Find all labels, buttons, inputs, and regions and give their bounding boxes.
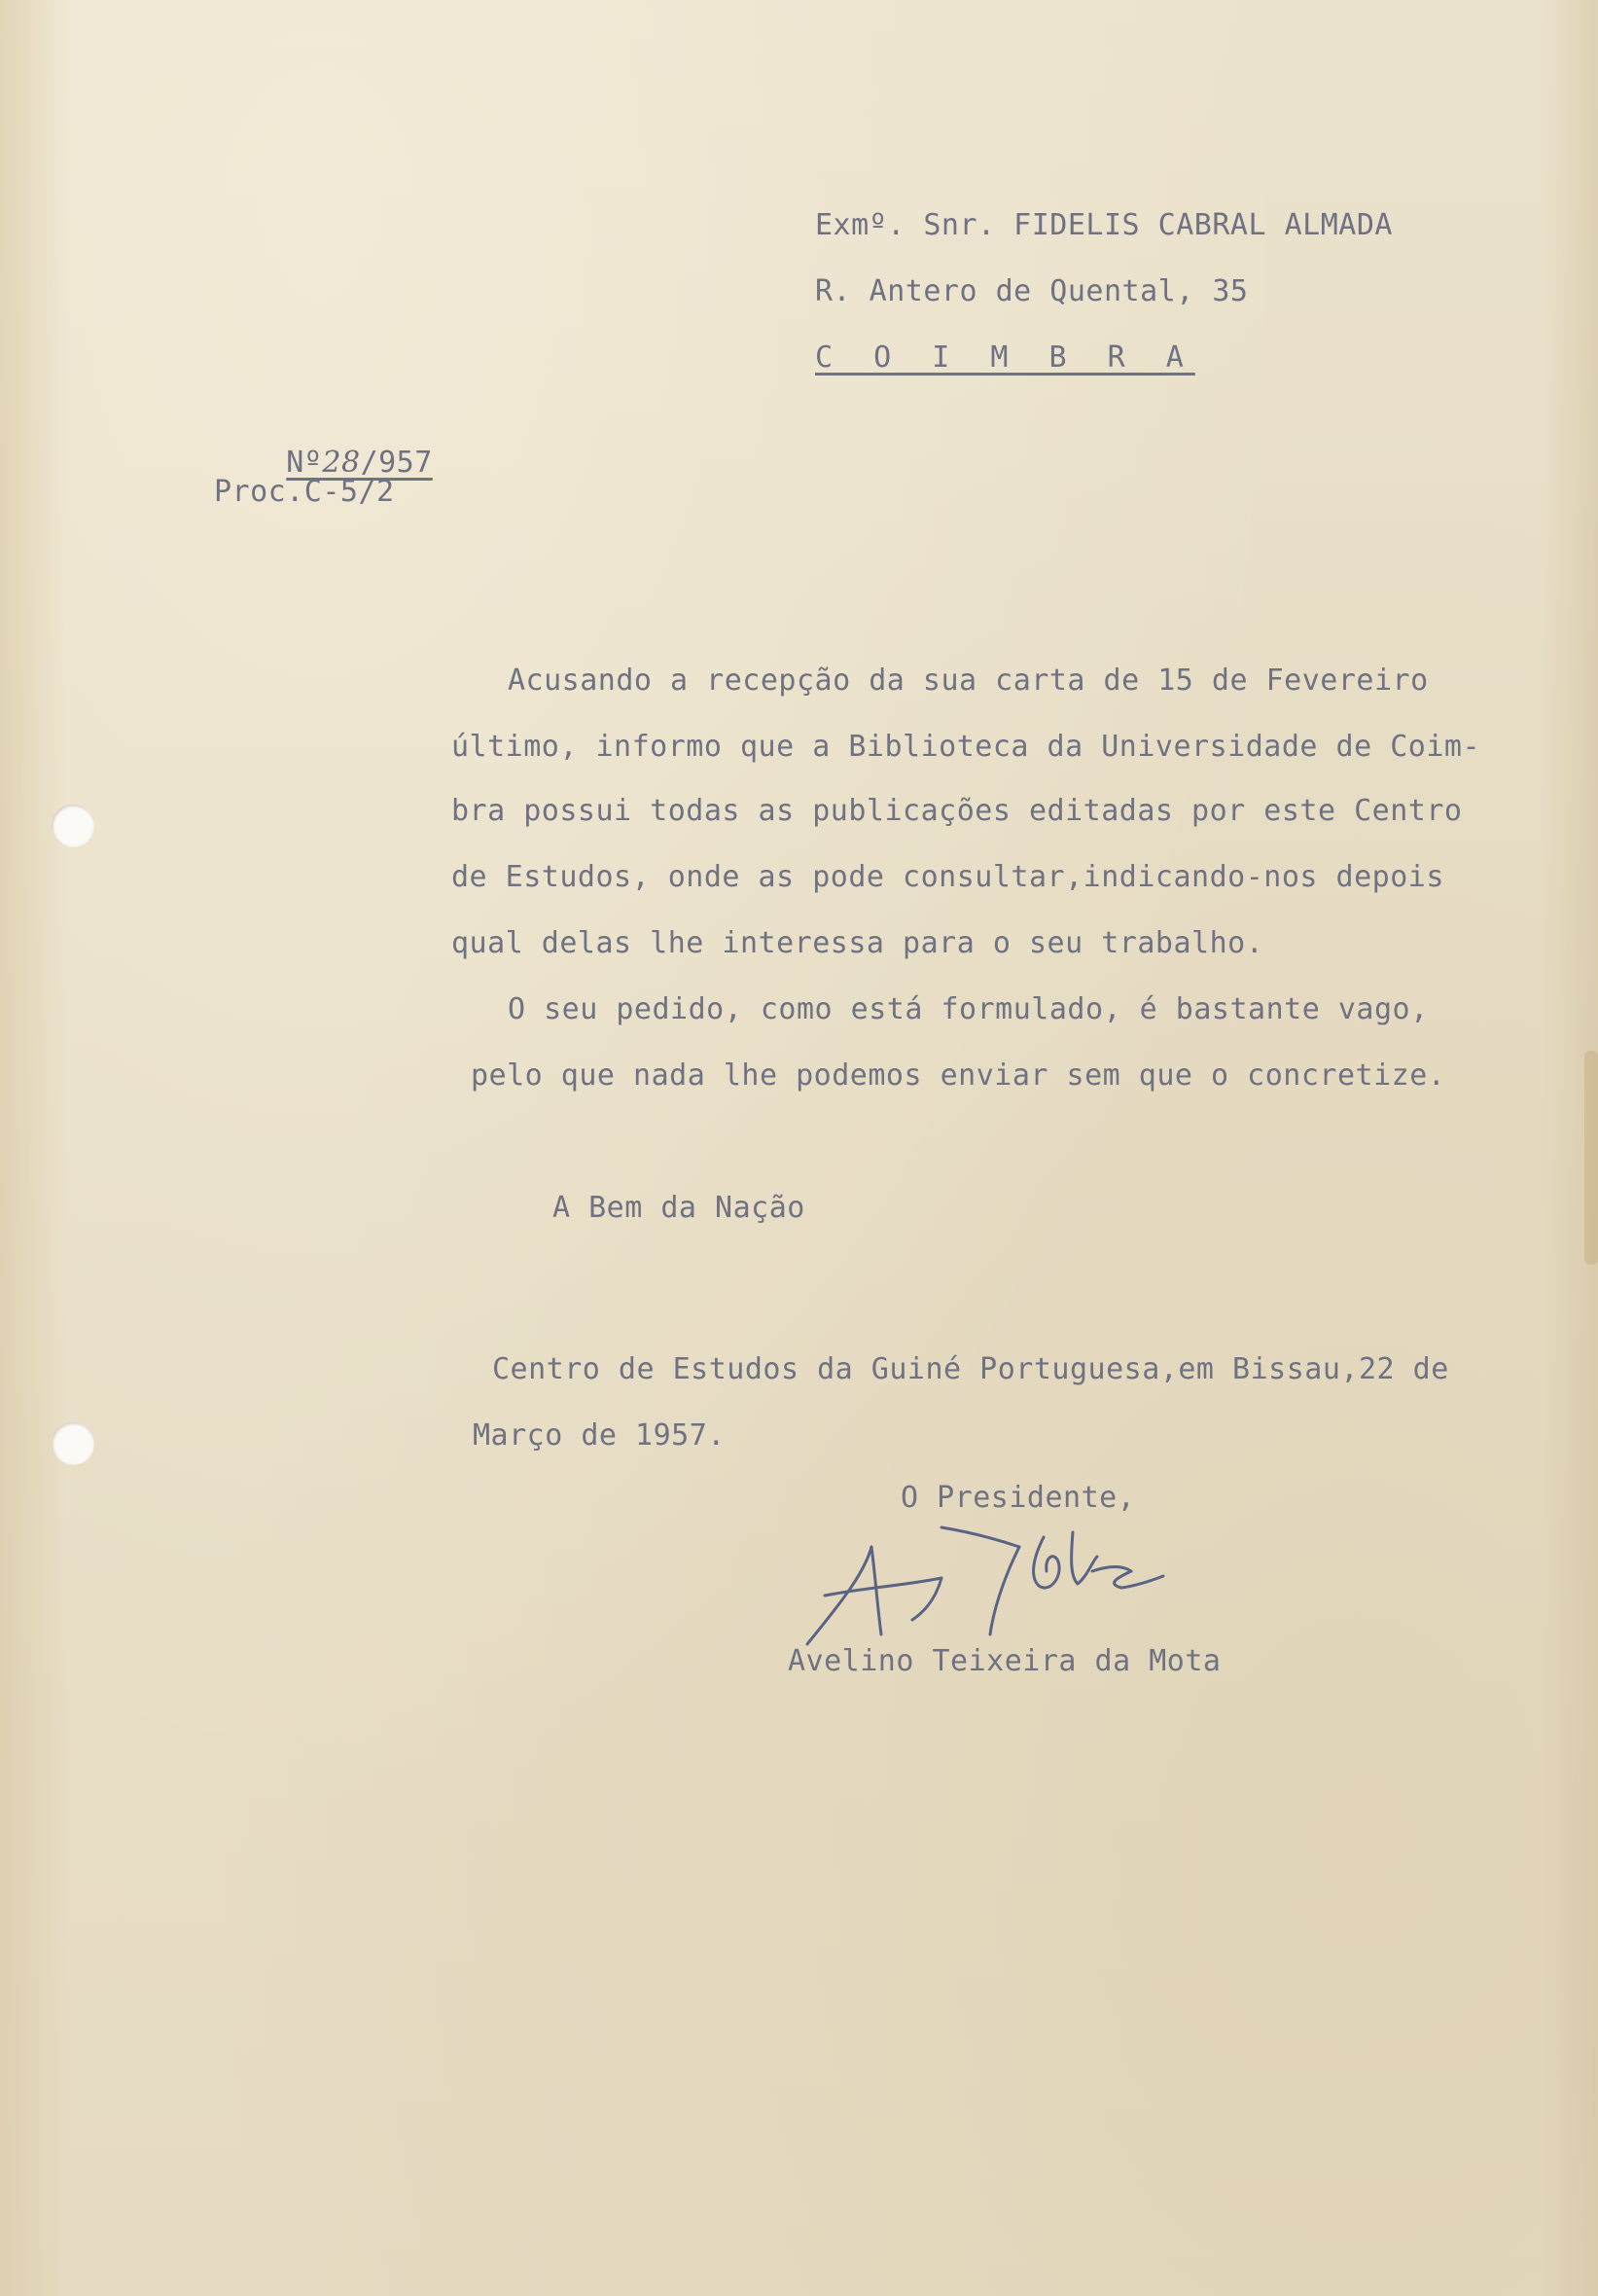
reference-number-handwritten: 28 [322, 446, 361, 480]
process-reference: Proc.C-5/2 [214, 475, 395, 509]
reference-number-prefix: Nº [286, 446, 323, 480]
body-line: qual delas lhe interessa para o seu trabalho. [451, 926, 1264, 960]
addressee-city: C O I M B R A [815, 341, 1195, 375]
place-date-line: Março de 1957. [473, 1418, 726, 1453]
body-line: Acusando a recepção da sua carta de 15 de Fevereiro [508, 664, 1429, 698]
addressee-name: Exmº. Snr. FIDELIS CABRAL ALMADA [815, 208, 1393, 242]
body-line: bra possui todas as publicações editadas por este Centro [451, 794, 1463, 828]
signatory-name: Avelino Teixeira da Mota [788, 1644, 1222, 1678]
body-line: O seu pedido, como está formulado, é bastante vago, [508, 992, 1429, 1026]
handwritten-signature [796, 1518, 1204, 1664]
body-line: de Estudos, onde as pode consultar,indicando-nos depois [451, 860, 1444, 894]
signatory-title: O Presidente, [901, 1481, 1136, 1515]
salutation: A Bem da Nação [552, 1191, 805, 1225]
punch-hole-upper [52, 805, 94, 847]
paper-stain [1584, 1051, 1598, 1265]
addressee-street: R. Antero de Quental, 35 [815, 274, 1249, 308]
place-date-line: Centro de Estudos da Guiné Portuguesa,em Bissau,22 de [492, 1352, 1449, 1386]
reference-number-year: /957 [360, 446, 433, 480]
body-line: pelo que nada lhe podemos enviar sem que o concretize. [471, 1058, 1446, 1093]
punch-hole-lower [52, 1422, 94, 1465]
body-line: último, informo que a Biblioteca da Universidade de Coim- [451, 730, 1481, 764]
paper-edge-left [0, 0, 68, 2296]
